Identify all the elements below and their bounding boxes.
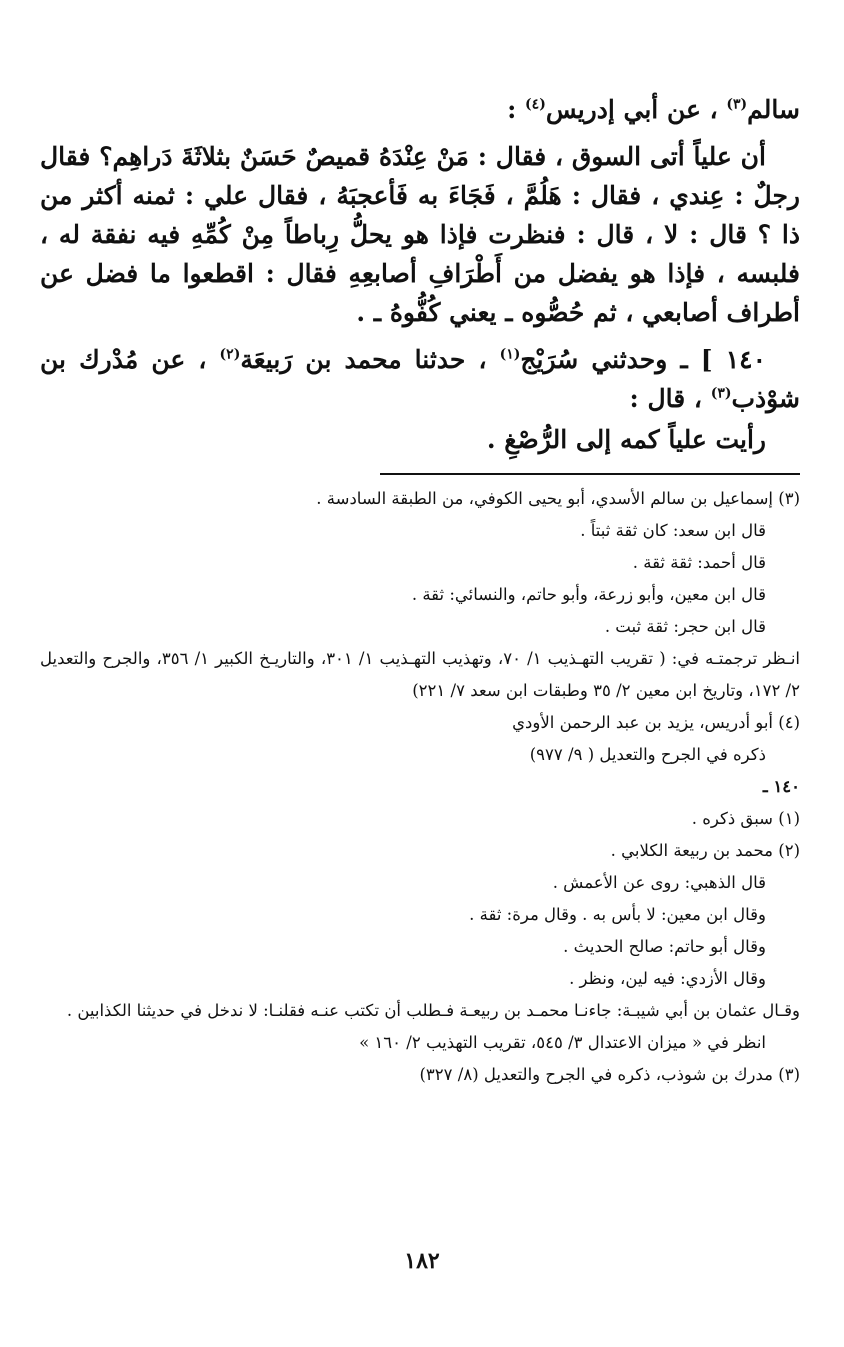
footnote-divider (380, 473, 800, 475)
main-text (40, 90, 800, 459)
footnote-line: قال ابن سعد: كان ثقة ثبتاً . (580, 521, 766, 540)
footnote-title: (٢) محمد بن ربيعة الكلابي . (610, 841, 800, 860)
footnote-line: وقـال عثمان بن أبي شيبـة: جاءنـا محمـد بن ربيعـة فـطلب أن تكتب عنـه فقلنـا: لا ندخل في حديثنا الكذابين . (66, 1001, 800, 1020)
footnote-line: وقال ابن معين: لا بأس به . وقال مرة: ثقة . (469, 905, 766, 924)
chain-text: ، عن مُدْرك بن شوْذب (40, 345, 800, 413)
footnote-title: (١) سبق ذكره . (691, 809, 800, 828)
header-end: : (507, 95, 526, 124)
footnote-reference-line: انظر في « ميزان الاعتدال ٣/ ٥٤٥، تقريب التهذيب ٢/ ١٦٠ » (359, 1033, 766, 1052)
footnote-title: (٣) إسماعيل بن سالم الأسدي، أبو يحيى الكوفي، من الطبقة السادسة . (316, 489, 800, 508)
footnote-line: ذكره في الجرح والتعديل ( ٩/ ٩٧٧) (529, 745, 766, 764)
footnote-title: (٣) مدرك بن شوذب، ذكره في الجرح والتعديل (٨/ ٣٢٧) (419, 1065, 800, 1084)
footnote-ref: (٢) (219, 346, 241, 363)
hadith-chain-paragraph (40, 340, 800, 418)
section-marker: ١٤٠ ـ (762, 777, 800, 796)
footnote-line: قال أحمد: ثقة ثقة . (632, 553, 766, 572)
footnote-line: وقال الأزدي: فيه لين، ونظر . (569, 969, 766, 988)
footnote-ref: (١) (499, 346, 521, 363)
page-content (40, 88, 800, 1091)
chain-text: ، قال : (629, 384, 711, 413)
footnote-line: قال ابن حجر: ثقة ثبت . (604, 617, 766, 636)
footnote-ref: (٤) (525, 96, 546, 113)
chain-text: ١٤٠ ] ـ وحدثني سُرَيْج (520, 345, 767, 374)
footnote-line: وقال أبو حاتم: صالح الحديث . (563, 937, 766, 956)
hadith-paragraph: أن علياً أتى السوق ، فقال : مَنْ عِنْدَهُ قميصٌ حَسَنٌ بثلاثَةَ دَراهِم؟ فقال رجلٌ : عِندي ، فقال : هَلُمَّ ، فَجَاءَ به فَأعجبَهُ ، فقال علي : ثمنه أكثر من ذا ؟ قال : لا ، قال : فنظرت فإذا هو يحلُّ رِباطاً مِنْ كُمِّهِ فيه نفقة له ، فلبسه ، فإذا هو يفضل من أَطْرَافِ أصابعِهِ فقال : اقطعوا ما فضل عن أطراف أصابعي ، ثم حُصُّوه ـ يعني كُفُّوهُ ـ . (40, 142, 800, 327)
footnote-line: قال ابن معين، وأبو زرعة، وأبو حاتم، والنسائي: ثقة . (411, 585, 766, 604)
header-text: سالم (747, 95, 800, 124)
header-mid: ، عن أبي إدريس (545, 95, 727, 124)
footnote-reference-line: انـظر ترجمتـه في: ( تقريب التهـذيب ١/ ٧٠، وتهذيب التهـذيب ١/ ٣٠١، والتاريـخ الكبير ١/ ٣٥٦، والجرح والتعديل ٢/ ١٧٢، وتاريخ ابن معين ٢/ ٣٥ وطبقات ابن سعد ٧/ ٢٢١) (40, 649, 801, 700)
hadith-text-line: رأيت علياً كمه إلى الرُّصْغِ . (486, 425, 766, 454)
footnote-title: (٤) أبو أدريس، يزيد بن عبد الرحمن الأودي (512, 713, 800, 732)
chain-text: ، حدثنا محمد بن رَبيعَة (240, 345, 500, 374)
page-number: ١٨٢ (404, 1248, 440, 1274)
footnote-ref: (٣) (710, 385, 732, 402)
footnotes (40, 483, 800, 1091)
header-line (40, 90, 800, 129)
footnote-line: قال الذهبي: روى عن الأعمش . (552, 873, 766, 892)
footnote-ref: (٣) (726, 96, 748, 113)
